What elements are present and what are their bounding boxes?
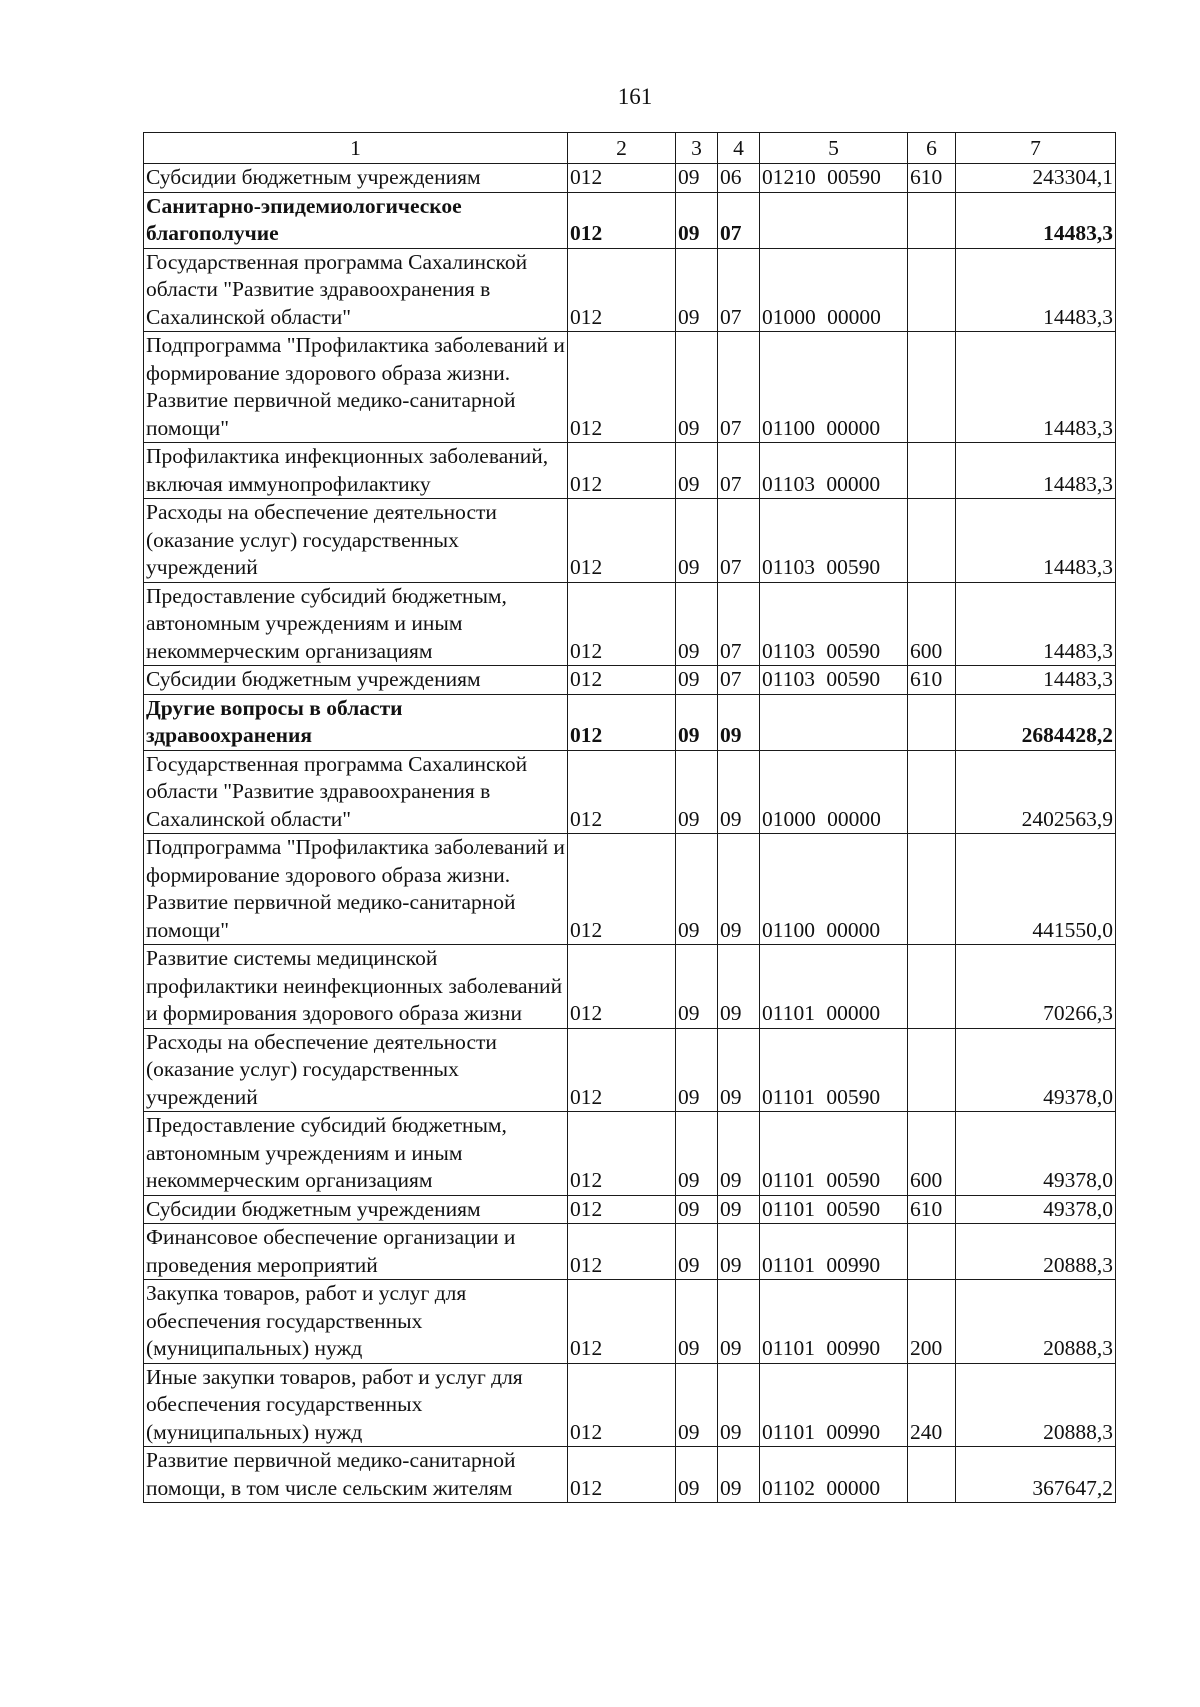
table-row (144, 192, 1116, 248)
row-section-code: 09 (676, 1224, 718, 1280)
row-grbs-code: 012 (568, 945, 676, 1029)
row-grbs-code: 012 (568, 750, 676, 834)
row-section-code: 09 (676, 499, 718, 583)
row-name: Развитие системы медицинской профилактики неинфекционных заболеваний и формирования здорового образа жизни (144, 945, 568, 1029)
row-section-code: 09 (676, 192, 718, 248)
row-target-article: 01101 00990 (760, 1280, 908, 1364)
row-subsection-code: 09 (718, 1112, 760, 1196)
row-expense-type (908, 192, 956, 248)
table-body (144, 164, 1116, 1503)
row-amount: 14483,3 (956, 192, 1116, 248)
row-amount: 441550,0 (956, 834, 1116, 945)
row-target-article: 01101 00990 (760, 1224, 908, 1280)
row-subsection-code: 09 (718, 1280, 760, 1364)
row-expense-type: 610 (908, 666, 956, 695)
table-row (144, 1363, 1116, 1447)
row-amount: 14483,3 (956, 582, 1116, 666)
row-expense-type (908, 750, 956, 834)
row-expense-type: 240 (908, 1363, 956, 1447)
row-subsection-code: 09 (718, 945, 760, 1029)
row-grbs-code: 012 (568, 834, 676, 945)
table-row (144, 164, 1116, 193)
row-amount: 243304,1 (956, 164, 1116, 193)
row-amount: 14483,3 (956, 248, 1116, 332)
header-col-1: 1 (144, 133, 568, 164)
row-subsection-code: 09 (718, 1028, 760, 1112)
row-section-code: 09 (676, 750, 718, 834)
row-subsection-code: 07 (718, 332, 760, 443)
row-expense-type (908, 694, 956, 750)
row-target-article: 01103 00000 (760, 443, 908, 499)
row-amount: 367647,2 (956, 1447, 1116, 1503)
row-name: Закупка товаров, работ и услуг для обеспечения государственных (муниципальных) нужд (144, 1280, 568, 1364)
row-section-code: 09 (676, 248, 718, 332)
row-expense-type (908, 834, 956, 945)
row-target-article: 01101 00590 (760, 1112, 908, 1196)
table-row (144, 332, 1116, 443)
row-expense-type: 200 (908, 1280, 956, 1364)
row-target-article: 01101 00990 (760, 1363, 908, 1447)
row-grbs-code: 012 (568, 1280, 676, 1364)
row-amount: 49378,0 (956, 1112, 1116, 1196)
row-grbs-code: 012 (568, 582, 676, 666)
row-expense-type: 600 (908, 1112, 956, 1196)
table-row (144, 1224, 1116, 1280)
row-section-code: 09 (676, 1447, 718, 1503)
row-amount: 14483,3 (956, 443, 1116, 499)
row-subsection-code: 09 (718, 1363, 760, 1447)
table-row (144, 1280, 1116, 1364)
table-row (144, 1195, 1116, 1224)
row-subsection-code: 09 (718, 1195, 760, 1224)
row-target-article: 01102 00000 (760, 1447, 908, 1503)
row-section-code: 09 (676, 1280, 718, 1364)
row-target-article: 01103 00590 (760, 582, 908, 666)
header-col-3: 3 (676, 133, 718, 164)
row-expense-type (908, 443, 956, 499)
row-section-code: 09 (676, 582, 718, 666)
row-target-article: 01100 00000 (760, 834, 908, 945)
row-target-article: 01101 00590 (760, 1028, 908, 1112)
table-row (144, 582, 1116, 666)
row-name: Профилактика инфекционных заболеваний, включая иммунопрофилактику (144, 443, 568, 499)
row-amount: 20888,3 (956, 1280, 1116, 1364)
row-amount: 2684428,2 (956, 694, 1116, 750)
row-target-article: 01210 00590 (760, 164, 908, 193)
row-name: Расходы на обеспечение деятельности (оказание услуг) государственных учреждений (144, 1028, 568, 1112)
table-header (144, 133, 1116, 164)
row-grbs-code: 012 (568, 1224, 676, 1280)
row-grbs-code: 012 (568, 248, 676, 332)
table-row (144, 1447, 1116, 1503)
table-row (144, 945, 1116, 1029)
row-grbs-code: 012 (568, 1195, 676, 1224)
row-grbs-code: 012 (568, 332, 676, 443)
row-target-article (760, 192, 908, 248)
row-target-article: 01101 00000 (760, 945, 908, 1029)
row-subsection-code: 06 (718, 164, 760, 193)
row-amount: 49378,0 (956, 1195, 1116, 1224)
row-name: Развитие первичной медико-санитарной помощи, в том числе сельским жителям (144, 1447, 568, 1503)
row-expense-type: 600 (908, 582, 956, 666)
row-target-article (760, 694, 908, 750)
row-name: Государственная программа Сахалинской области "Развитие здравоохранения в Сахалинской области" (144, 248, 568, 332)
row-section-code: 09 (676, 443, 718, 499)
table-row (144, 750, 1116, 834)
row-section-code: 09 (676, 945, 718, 1029)
row-subsection-code: 09 (718, 694, 760, 750)
row-subsection-code: 07 (718, 499, 760, 583)
row-name: Предоставление субсидий бюджетным, автономным учреждениям и иным некоммерческим организациям (144, 1112, 568, 1196)
row-grbs-code: 012 (568, 1028, 676, 1112)
header-col-7: 7 (956, 133, 1116, 164)
row-section-code: 09 (676, 1112, 718, 1196)
row-amount: 20888,3 (956, 1224, 1116, 1280)
row-name: Иные закупки товаров, работ и услуг для обеспечения государственных (муниципальных) нужд (144, 1363, 568, 1447)
row-subsection-code: 07 (718, 192, 760, 248)
row-grbs-code: 012 (568, 192, 676, 248)
row-section-code: 09 (676, 1028, 718, 1112)
row-grbs-code: 012 (568, 666, 676, 695)
row-grbs-code: 012 (568, 499, 676, 583)
table-row (144, 834, 1116, 945)
row-subsection-code: 07 (718, 248, 760, 332)
row-section-code: 09 (676, 332, 718, 443)
row-target-article: 01103 00590 (760, 666, 908, 695)
header-col-6: 6 (908, 133, 956, 164)
row-grbs-code: 012 (568, 1112, 676, 1196)
row-name: Санитарно-эпидемиологическое благополучие (144, 192, 568, 248)
table-row (144, 443, 1116, 499)
table-row (144, 694, 1116, 750)
row-target-article: 01103 00590 (760, 499, 908, 583)
row-expense-type: 610 (908, 164, 956, 193)
row-amount: 2402563,9 (956, 750, 1116, 834)
row-grbs-code: 012 (568, 1363, 676, 1447)
row-expense-type (908, 499, 956, 583)
row-expense-type: 610 (908, 1195, 956, 1224)
row-section-code: 09 (676, 834, 718, 945)
row-amount: 14483,3 (956, 332, 1116, 443)
row-name: Государственная программа Сахалинской области "Развитие здравоохранения в Сахалинской области" (144, 750, 568, 834)
row-name: Субсидии бюджетным учреждениям (144, 666, 568, 695)
header-row (144, 133, 1116, 164)
row-amount: 14483,3 (956, 499, 1116, 583)
row-expense-type (908, 945, 956, 1029)
row-subsection-code: 07 (718, 582, 760, 666)
row-section-code: 09 (676, 1195, 718, 1224)
row-section-code: 09 (676, 694, 718, 750)
table-row (144, 1112, 1116, 1196)
row-target-article: 01000 00000 (760, 248, 908, 332)
header-col-2: 2 (568, 133, 676, 164)
row-expense-type (908, 1028, 956, 1112)
row-name: Подпрограмма "Профилактика заболеваний и формирование здорового образа жизни. Развитие первичной медико-санитарной помощи" (144, 834, 568, 945)
row-expense-type (908, 1447, 956, 1503)
row-expense-type (908, 332, 956, 443)
row-amount: 70266,3 (956, 945, 1116, 1029)
row-name: Другие вопросы в области здравоохранения (144, 694, 568, 750)
row-grbs-code: 012 (568, 694, 676, 750)
row-name: Субсидии бюджетным учреждениям (144, 164, 568, 193)
row-subsection-code: 09 (718, 1224, 760, 1280)
row-subsection-code: 07 (718, 443, 760, 499)
row-name: Подпрограмма "Профилактика заболеваний и формирование здорового образа жизни. Развитие первичной медико-санитарной помощи" (144, 332, 568, 443)
budget-table (143, 132, 1116, 1503)
row-section-code: 09 (676, 164, 718, 193)
page-number: 161 (617, 84, 653, 109)
row-name: Предоставление субсидий бюджетным, автономным учреждениям и иным некоммерческим организациям (144, 582, 568, 666)
row-subsection-code: 09 (718, 1447, 760, 1503)
row-expense-type (908, 1224, 956, 1280)
row-subsection-code: 09 (718, 750, 760, 834)
row-target-article: 01100 00000 (760, 332, 908, 443)
row-target-article: 01101 00590 (760, 1195, 908, 1224)
row-grbs-code: 012 (568, 164, 676, 193)
row-target-article: 01000 00000 (760, 750, 908, 834)
row-expense-type (908, 248, 956, 332)
header-col-5: 5 (760, 133, 908, 164)
table-row (144, 1028, 1116, 1112)
row-section-code: 09 (676, 1363, 718, 1447)
row-name: Субсидии бюджетным учреждениям (144, 1195, 568, 1224)
row-section-code: 09 (676, 666, 718, 695)
row-subsection-code: 07 (718, 666, 760, 695)
row-amount: 49378,0 (956, 1028, 1116, 1112)
row-amount: 20888,3 (956, 1363, 1116, 1447)
header-col-4: 4 (718, 133, 760, 164)
row-grbs-code: 012 (568, 1447, 676, 1503)
row-grbs-code: 012 (568, 443, 676, 499)
table-row (144, 499, 1116, 583)
row-amount: 14483,3 (956, 666, 1116, 695)
row-name: Расходы на обеспечение деятельности (оказание услуг) государственных учреждений (144, 499, 568, 583)
table-row (144, 666, 1116, 695)
row-subsection-code: 09 (718, 834, 760, 945)
table-row (144, 248, 1116, 332)
row-name: Финансовое обеспечение организации и проведения мероприятий (144, 1224, 568, 1280)
